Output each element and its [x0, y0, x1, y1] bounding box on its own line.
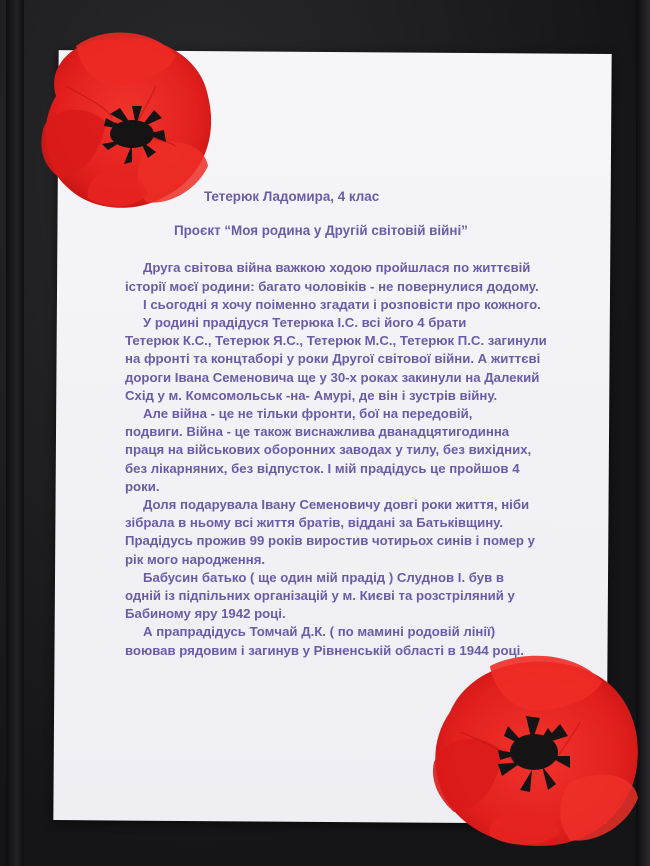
text-line: історії моєї родини: багато чоловіків - не повернулися додому. — [125, 278, 539, 294]
essay-text — [62, 259, 610, 659]
text-line: воював рядовим і загинув у Рівненській області в 1944 році. — [125, 642, 524, 658]
text-line: рік мого народження. — [125, 551, 266, 567]
text-line: Бабиному яру 1942 році. — [125, 606, 286, 622]
text-line: праця на військових оборонних заводах у тилу, без вихідних, — [125, 442, 532, 458]
text-line: без лікарняних, без відпусток. І мій прадідусь це пройшов 4 — [125, 460, 520, 476]
text-line: Доля подарувала Івану Семеновичу довгі роки життя, ніби — [143, 497, 530, 513]
text-line: Прадідусь прожив 99 років виростив чотирьох синів і помер у — [125, 533, 535, 549]
text-line: Друга світова війна важкою ходою пройшлася по життєвій — [143, 260, 531, 276]
folder-spine — [6, 0, 24, 866]
document-body — [62, 188, 610, 660]
text-line: роки. — [125, 478, 160, 494]
author-line: Тетерюк Ладомира, 4 клас — [204, 189, 380, 204]
text-line: Тетерюк К.С., Тетерюк Я.С., Тетерюк М.С., Тетерюк П.С. загинули — [125, 333, 547, 349]
text-line: зібрала в ньому всі життя братів, віддані за Батьківщину. — [125, 515, 504, 531]
poppy-flower-top-left — [36, 26, 218, 214]
text-line: подвиги. Війна - це також виснажлива дванадцятигодинна — [125, 424, 510, 440]
text-line: А прапрадідусь Томчай Д.К. ( по мамині родовій лінії) — [143, 624, 496, 640]
poppy-flower-bottom-right — [430, 652, 644, 848]
text-line: Схід у м. Комсомольськ -на- Амурі, де він і зустрів війну. — [125, 387, 498, 403]
text-line: на фронті та концтаборі у роки Другої світової війни. А життєві — [125, 351, 541, 367]
text-line: У родині прадідуся Тетерюка І.С. всі його 4 брати — [143, 315, 467, 331]
text-line: Але війна - це не тільки фронти, бої на передовій, — [143, 406, 473, 422]
text-line: І сьогодні я хочу поіменно згадати і розповісти про кожного. — [143, 296, 541, 312]
project-title: Проєкт “Моя родина у Другій світовій війні” — [174, 223, 468, 239]
text-line: одній із підпільних організацій у м. Києві та розстріляний у — [125, 588, 515, 604]
text-line: дороги Івана Семеновича ще у 30-х роках закинули на Далекий — [125, 369, 540, 385]
text-line: Бабусин батько ( ще один мій прадід ) Слуднов І. був в — [143, 569, 504, 585]
